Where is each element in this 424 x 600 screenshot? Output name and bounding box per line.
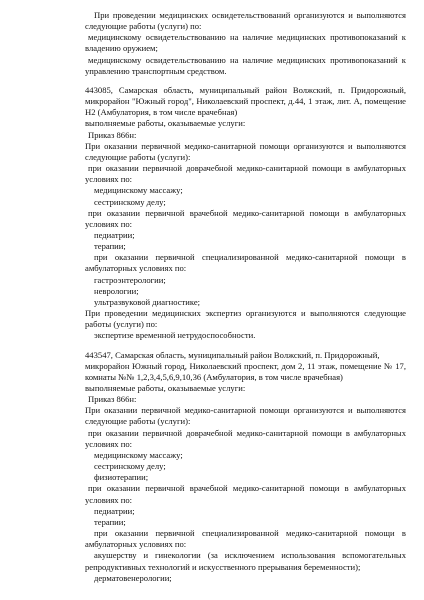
text-line: При оказании первичной медико-санитарной помощи организуются и выполняются [85,140,406,151]
text-line: владению оружием; [85,43,158,54]
text-line: физиотерапии; [94,472,149,483]
section-address-443085 [85,85,406,342]
text-line: амбулаторных условиях по: [85,263,187,274]
text-line: сестринскому делу; [94,461,166,472]
text-line: следующие работы (услуги): [85,151,191,162]
text-line: терапии; [94,241,126,252]
text-line: ультразвуковой диагностике; [94,296,201,307]
text-line: управлению транспортным средством. [85,65,227,76]
works-heading: выполняемые работы, оказываемые услуги: [85,118,246,129]
address-line: комнаты №№ 1,2,3,4,5,6,9,10,36 (Амбулатория, в том числе врачебная) [85,371,343,382]
text-line: амбулаторных условиях по: [85,539,187,550]
order-line: Приказ 866н: [88,394,137,405]
text-line: при оказании первичной специализированной медико-санитарной помощи в [94,528,406,539]
address-line: микрорайон "Южный город", Николаевский проспект, д.44, 1 этаж, лит. А, помещение [85,96,406,107]
text-line: следующие работы (услуги) по: [85,21,202,32]
text-line: сестринскому делу; [94,196,166,207]
text-line: педиатрии; [94,229,135,240]
text-line: при оказании первичной доврачебной медико-санитарной помощи в амбулаторных [88,163,406,174]
text-line: условиях по: [85,218,133,229]
text-line: следующие работы (услуги): [85,416,191,427]
text-line: При проведении медицинских экспертиз организуются и выполняются следующие [85,308,406,319]
order-line: Приказ 866н: [88,129,137,140]
text-line: акушерству и гинекологии (за исключением использования вспомогательных [94,550,406,561]
section-medical-examinations [85,10,406,77]
text-line: условиях по: [85,494,133,505]
text-line: работы (услуги) по: [85,319,158,330]
text-line: экспертизе временной нетрудоспособности. [94,330,256,341]
text-line: терапии; [94,516,126,527]
text-line: педиатрии; [94,505,135,516]
works-heading: выполняемые работы, оказываемые услуги: [85,383,246,393]
text-line: При проведении медицинских освидетельствований организуются и выполняются [94,10,406,20]
text-line: условиях по: [85,438,133,449]
text-line: репродуктивных технологий и искусственного прерывания беременности); [85,561,361,572]
text-line: медицинскому массажу; [94,449,183,460]
text-line: при оказании первичной врачебной медико-санитарной помощи в амбулаторных [88,207,406,218]
address-line: 443547, Самарская область, муниципальный район Волжский, п. Придорожный, [85,349,380,360]
text-line: при оказании первичной доврачебной медико-санитарной помощи в амбулаторных [88,427,406,438]
address-line: Н2 (Амбулатория, в том числе врачебная) [85,107,238,118]
text-line: медицинскому массажу; [94,185,183,196]
section-address-443547 [85,350,406,584]
address-line: микрорайон Южный город, Николаевский проспект, дом 2, 11 этаж, помещение № 17, [85,360,406,371]
text-line: медицинскому освидетельствованию на наличие медицинских противопоказаний к [88,32,406,43]
text-line: дерматовенерологии; [94,572,172,583]
text-line: гастроэнтерологии; [94,274,166,285]
text-line: медицинскому освидетельствованию на наличие медицинских противопоказаний к [88,54,406,65]
text-line: при оказании первичной специализированной медико-санитарной помощи в [94,252,406,263]
text-line: неврологии; [94,285,139,296]
text-line: При оказании первичной медико-санитарной помощи организуются и выполняются [85,405,406,416]
address-line: 443085, Самарская область, муниципальный район Волжский, п. Придорожный, [85,84,406,95]
text-line: условиях по: [85,174,133,185]
text-line: при оказании первичной врачебной медико-санитарной помощи в амбулаторных [88,483,406,494]
